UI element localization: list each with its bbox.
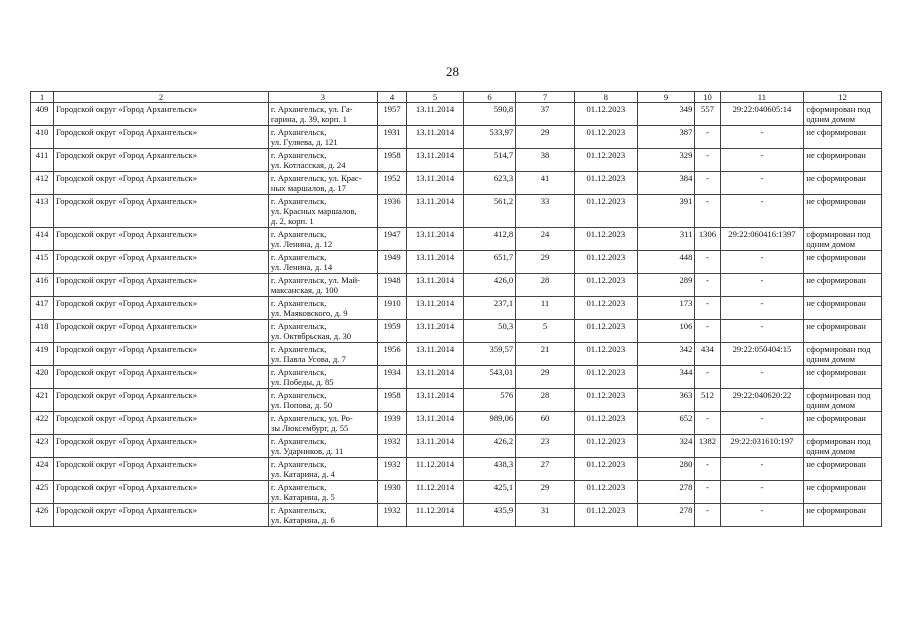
cadastral-number-cell: - — [720, 172, 804, 195]
row-number: 423 — [31, 435, 54, 458]
row-number: 419 — [31, 343, 54, 366]
area-cell: 438,3 — [463, 458, 515, 481]
column10-cell: - — [695, 149, 720, 172]
date-cell: 13.11.2014 — [407, 274, 464, 297]
status-cell: сформирован под одним домом — [804, 389, 882, 412]
cadastral-number-cell: - — [720, 320, 804, 343]
row-number: 410 — [31, 126, 54, 149]
area-cell: 435,9 — [463, 504, 515, 527]
column-number: 2 — [54, 92, 269, 103]
table-row — [31, 228, 882, 251]
table-row — [31, 149, 882, 172]
column-number: 1 — [31, 92, 54, 103]
address-cell: г. Архангельск, ул. Октябрьская, д. 30 — [268, 320, 377, 343]
municipality-cell: Городской округ «Город Архангельск» — [54, 149, 269, 172]
area-cell: 561,2 — [463, 195, 515, 228]
date-cell: 13.11.2014 — [407, 297, 464, 320]
column10-cell: - — [695, 504, 720, 527]
year-cell: 1958 — [377, 149, 406, 172]
status-cell: не сформирован — [804, 458, 882, 481]
date2-cell: 01.12.2023 — [574, 172, 637, 195]
column9-cell: 329 — [637, 149, 695, 172]
column10-cell: 434 — [695, 343, 720, 366]
row-number: 426 — [31, 504, 54, 527]
year-cell: 1934 — [377, 366, 406, 389]
row-number: 412 — [31, 172, 54, 195]
address-cell: г. Архангельск, ул. Катарина, д. 4 — [268, 458, 377, 481]
count-cell: 29 — [516, 251, 575, 274]
table-row — [31, 297, 882, 320]
column10-cell: - — [695, 274, 720, 297]
column9-cell: 324 — [637, 435, 695, 458]
column10-cell: 557 — [695, 103, 720, 126]
area-cell: 543,01 — [463, 366, 515, 389]
area-cell: 412,8 — [463, 228, 515, 251]
table-row — [31, 389, 882, 412]
registry-table — [30, 91, 882, 527]
date-cell: 13.11.2014 — [407, 389, 464, 412]
date2-cell: 01.12.2023 — [574, 251, 637, 274]
area-cell: 989,06 — [463, 412, 515, 435]
row-number: 415 — [31, 251, 54, 274]
date2-cell: 01.12.2023 — [574, 504, 637, 527]
status-cell: не сформирован — [804, 297, 882, 320]
address-cell: г. Архангельск, ул. Ленина, д. 12 — [268, 228, 377, 251]
cadastral-number-cell: - — [720, 195, 804, 228]
date-cell: 13.11.2014 — [407, 435, 464, 458]
address-cell: г. Архангельск, ул. Ударников, д. 11 — [268, 435, 377, 458]
area-cell: 425,1 — [463, 481, 515, 504]
column-number: 10 — [695, 92, 720, 103]
column-number-row — [31, 92, 882, 103]
year-cell: 1931 — [377, 126, 406, 149]
column9-cell: 289 — [637, 274, 695, 297]
date-cell: 13.11.2014 — [407, 149, 464, 172]
column10-cell: - — [695, 172, 720, 195]
area-cell: 359,57 — [463, 343, 515, 366]
date-cell: 13.11.2014 — [407, 195, 464, 228]
year-cell: 1947 — [377, 228, 406, 251]
date-cell: 11.12.2014 — [407, 458, 464, 481]
address-cell: г. Архангельск, ул. Попова, д. 50 — [268, 389, 377, 412]
row-number: 413 — [31, 195, 54, 228]
table-row — [31, 435, 882, 458]
year-cell: 1958 — [377, 389, 406, 412]
column9-cell: 342 — [637, 343, 695, 366]
municipality-cell: Городской округ «Город Архангельск» — [54, 274, 269, 297]
column-number: 11 — [720, 92, 804, 103]
address-cell: г. Архангельск, ул. Катарина, д. 5 — [268, 481, 377, 504]
column9-cell: 173 — [637, 297, 695, 320]
date2-cell: 01.12.2023 — [574, 149, 637, 172]
year-cell: 1959 — [377, 320, 406, 343]
area-cell: 651,7 — [463, 251, 515, 274]
date-cell: 13.11.2014 — [407, 412, 464, 435]
date-cell: 13.11.2014 — [407, 126, 464, 149]
table-row — [31, 251, 882, 274]
year-cell: 1932 — [377, 435, 406, 458]
cadastral-number-cell: - — [720, 504, 804, 527]
cadastral-number-cell: - — [720, 251, 804, 274]
date2-cell: 01.12.2023 — [574, 481, 637, 504]
table-row — [31, 195, 882, 228]
count-cell: 5 — [516, 320, 575, 343]
row-number: 425 — [31, 481, 54, 504]
year-cell: 1932 — [377, 504, 406, 527]
area-cell: 237,1 — [463, 297, 515, 320]
column-number: 7 — [516, 92, 575, 103]
row-number: 422 — [31, 412, 54, 435]
cadastral-number-cell: - — [720, 366, 804, 389]
table-row — [31, 458, 882, 481]
column10-cell: - — [695, 481, 720, 504]
status-cell: не сформирован — [804, 481, 882, 504]
year-cell: 1957 — [377, 103, 406, 126]
column9-cell: 106 — [637, 320, 695, 343]
column9-cell: 349 — [637, 103, 695, 126]
row-number: 414 — [31, 228, 54, 251]
status-cell: не сформирован — [804, 412, 882, 435]
municipality-cell: Городской округ «Город Архангельск» — [54, 504, 269, 527]
status-cell: не сформирован — [804, 251, 882, 274]
table-row — [31, 274, 882, 297]
address-cell: г. Архангельск, ул. Ленина, д. 14 — [268, 251, 377, 274]
column10-cell: - — [695, 320, 720, 343]
municipality-cell: Городской округ «Город Архангельск» — [54, 103, 269, 126]
municipality-cell: Городской округ «Город Архангельск» — [54, 389, 269, 412]
count-cell: 37 — [516, 103, 575, 126]
column-number: 4 — [377, 92, 406, 103]
date-cell: 11.12.2014 — [407, 481, 464, 504]
column-number: 9 — [637, 92, 695, 103]
column-number: 5 — [407, 92, 464, 103]
address-cell: г. Архангельск, ул. Маяковского, д. 9 — [268, 297, 377, 320]
count-cell: 24 — [516, 228, 575, 251]
column-number: 8 — [574, 92, 637, 103]
count-cell: 28 — [516, 274, 575, 297]
cadastral-number-cell: 29:22:040620:22 — [720, 389, 804, 412]
column9-cell: 278 — [637, 481, 695, 504]
date2-cell: 01.12.2023 — [574, 320, 637, 343]
status-cell: не сформирован — [804, 172, 882, 195]
status-cell: не сформирован — [804, 366, 882, 389]
row-number: 417 — [31, 297, 54, 320]
column10-cell: - — [695, 412, 720, 435]
cadastral-number-cell: - — [720, 412, 804, 435]
date-cell: 13.11.2014 — [407, 172, 464, 195]
column10-cell: - — [695, 297, 720, 320]
count-cell: 38 — [516, 149, 575, 172]
column10-cell: - — [695, 251, 720, 274]
date-cell: 13.11.2014 — [407, 320, 464, 343]
address-cell: г. Архангельск, ул. Катарина, д. 6 — [268, 504, 377, 527]
date-cell: 13.11.2014 — [407, 366, 464, 389]
row-number: 411 — [31, 149, 54, 172]
row-number: 416 — [31, 274, 54, 297]
page-number: 28 — [446, 64, 459, 79]
cadastral-number-cell: - — [720, 274, 804, 297]
status-cell: сформирован под одним домом — [804, 435, 882, 458]
count-cell: 31 — [516, 504, 575, 527]
column9-cell: 344 — [637, 366, 695, 389]
municipality-cell: Городской округ «Город Архангельск» — [54, 435, 269, 458]
area-cell: 576 — [463, 389, 515, 412]
cadastral-number-cell: 29:22:031610:197 — [720, 435, 804, 458]
row-number: 418 — [31, 320, 54, 343]
table-row — [31, 103, 882, 126]
year-cell: 1910 — [377, 297, 406, 320]
status-cell: сформирован под одним домом — [804, 343, 882, 366]
address-cell: г. Архангельск, ул. Крас- ных маршалов, д. 17 — [268, 172, 377, 195]
year-cell: 1956 — [377, 343, 406, 366]
date2-cell: 01.12.2023 — [574, 343, 637, 366]
column10-cell: 1306 — [695, 228, 720, 251]
date-cell: 13.11.2014 — [407, 103, 464, 126]
municipality-cell: Городской округ «Город Архангельск» — [54, 228, 269, 251]
year-cell: 1952 — [377, 172, 406, 195]
municipality-cell: Городской округ «Город Архангельск» — [54, 481, 269, 504]
area-cell: 50,3 — [463, 320, 515, 343]
table-row — [31, 126, 882, 149]
column9-cell: 448 — [637, 251, 695, 274]
year-cell: 1939 — [377, 412, 406, 435]
table-row — [31, 366, 882, 389]
table-row — [31, 412, 882, 435]
count-cell: 33 — [516, 195, 575, 228]
cadastral-number-cell: 29:22:060416:1397 — [720, 228, 804, 251]
address-cell: г. Архангельск, ул. Га- гарина, д. 39, корп. 1 — [268, 103, 377, 126]
municipality-cell: Городской округ «Город Архангельск» — [54, 458, 269, 481]
status-cell: не сформирован — [804, 504, 882, 527]
row-number: 409 — [31, 103, 54, 126]
status-cell: не сформирован — [804, 126, 882, 149]
column9-cell: 278 — [637, 504, 695, 527]
row-number: 420 — [31, 366, 54, 389]
date-cell: 13.11.2014 — [407, 251, 464, 274]
count-cell: 29 — [516, 126, 575, 149]
municipality-cell: Городской округ «Город Архангельск» — [54, 126, 269, 149]
date-cell: 11.12.2014 — [407, 504, 464, 527]
row-number: 421 — [31, 389, 54, 412]
municipality-cell: Городской округ «Город Архангельск» — [54, 412, 269, 435]
address-cell: г. Архангельск, ул. Май- максанская, д. 100 — [268, 274, 377, 297]
status-cell: сформирован под одним домом — [804, 228, 882, 251]
date2-cell: 01.12.2023 — [574, 274, 637, 297]
column10-cell: - — [695, 195, 720, 228]
cadastral-number-cell: 29:22:050404:15 — [720, 343, 804, 366]
column-number: 3 — [268, 92, 377, 103]
table-row — [31, 320, 882, 343]
count-cell: 11 — [516, 297, 575, 320]
year-cell: 1936 — [377, 195, 406, 228]
status-cell: не сформирован — [804, 274, 882, 297]
date2-cell: 01.12.2023 — [574, 297, 637, 320]
year-cell: 1932 — [377, 458, 406, 481]
column-number: 12 — [804, 92, 882, 103]
column9-cell: 652 — [637, 412, 695, 435]
table-row — [31, 172, 882, 195]
address-cell: г. Архангельск, ул. Победы, д. 85 — [268, 366, 377, 389]
count-cell: 21 — [516, 343, 575, 366]
column9-cell: 280 — [637, 458, 695, 481]
address-cell: г. Архангельск, ул. Котласская, д. 24 — [268, 149, 377, 172]
date2-cell: 01.12.2023 — [574, 389, 637, 412]
date2-cell: 01.12.2023 — [574, 228, 637, 251]
column10-cell: 1382 — [695, 435, 720, 458]
area-cell: 623,3 — [463, 172, 515, 195]
date-cell: 13.11.2014 — [407, 343, 464, 366]
date2-cell: 01.12.2023 — [574, 366, 637, 389]
column10-cell: 512 — [695, 389, 720, 412]
count-cell: 29 — [516, 481, 575, 504]
municipality-cell: Городской округ «Город Архангельск» — [54, 343, 269, 366]
year-cell: 1948 — [377, 274, 406, 297]
municipality-cell: Городской округ «Город Архангельск» — [54, 251, 269, 274]
count-cell: 41 — [516, 172, 575, 195]
area-cell: 533,97 — [463, 126, 515, 149]
area-cell: 514,7 — [463, 149, 515, 172]
table-row — [31, 504, 882, 527]
address-cell: г. Архангельск, ул. Ро- зы Люксембург, д. 55 — [268, 412, 377, 435]
column9-cell: 384 — [637, 172, 695, 195]
date-cell: 13.11.2014 — [407, 228, 464, 251]
row-number: 424 — [31, 458, 54, 481]
municipality-cell: Городской округ «Город Архангельск» — [54, 297, 269, 320]
cadastral-number-cell: - — [720, 297, 804, 320]
status-cell: сформирован под одним домом — [804, 103, 882, 126]
cadastral-number-cell: - — [720, 149, 804, 172]
date2-cell: 01.12.2023 — [574, 412, 637, 435]
area-cell: 426,0 — [463, 274, 515, 297]
status-cell: не сформирован — [804, 149, 882, 172]
date2-cell: 01.12.2023 — [574, 126, 637, 149]
table-row — [31, 343, 882, 366]
date2-cell: 01.12.2023 — [574, 195, 637, 228]
column10-cell: - — [695, 458, 720, 481]
cadastral-number-cell: - — [720, 126, 804, 149]
status-cell: не сформирован — [804, 320, 882, 343]
area-cell: 590,8 — [463, 103, 515, 126]
count-cell: 23 — [516, 435, 575, 458]
column9-cell: 391 — [637, 195, 695, 228]
column-number: 6 — [463, 92, 515, 103]
year-cell: 1949 — [377, 251, 406, 274]
date2-cell: 01.12.2023 — [574, 435, 637, 458]
address-cell: г. Архангельск, ул. Гуляева, д. 121 — [268, 126, 377, 149]
column10-cell: - — [695, 126, 720, 149]
municipality-cell: Городской округ «Город Архангельск» — [54, 366, 269, 389]
count-cell: 27 — [516, 458, 575, 481]
column9-cell: 387 — [637, 126, 695, 149]
column9-cell: 363 — [637, 389, 695, 412]
column10-cell: - — [695, 366, 720, 389]
column9-cell: 311 — [637, 228, 695, 251]
cadastral-number-cell: 29:22:040605:14 — [720, 103, 804, 126]
count-cell: 60 — [516, 412, 575, 435]
count-cell: 28 — [516, 389, 575, 412]
status-cell: не сформирован — [804, 195, 882, 228]
cadastral-number-cell: - — [720, 458, 804, 481]
year-cell: 1930 — [377, 481, 406, 504]
municipality-cell: Городской округ «Город Архангельск» — [54, 172, 269, 195]
cadastral-number-cell: - — [720, 481, 804, 504]
address-cell: г. Архангельск, ул. Павла Усова, д. 7 — [268, 343, 377, 366]
address-cell: г. Архангельск, ул. Красных маршалов, д. 2, корп. 1 — [268, 195, 377, 228]
count-cell: 29 — [516, 366, 575, 389]
date2-cell: 01.12.2023 — [574, 458, 637, 481]
municipality-cell: Городской округ «Город Архангельск» — [54, 320, 269, 343]
municipality-cell: Городской округ «Город Архангельск» — [54, 195, 269, 228]
date2-cell: 01.12.2023 — [574, 103, 637, 126]
area-cell: 426,2 — [463, 435, 515, 458]
table-row — [31, 481, 882, 504]
